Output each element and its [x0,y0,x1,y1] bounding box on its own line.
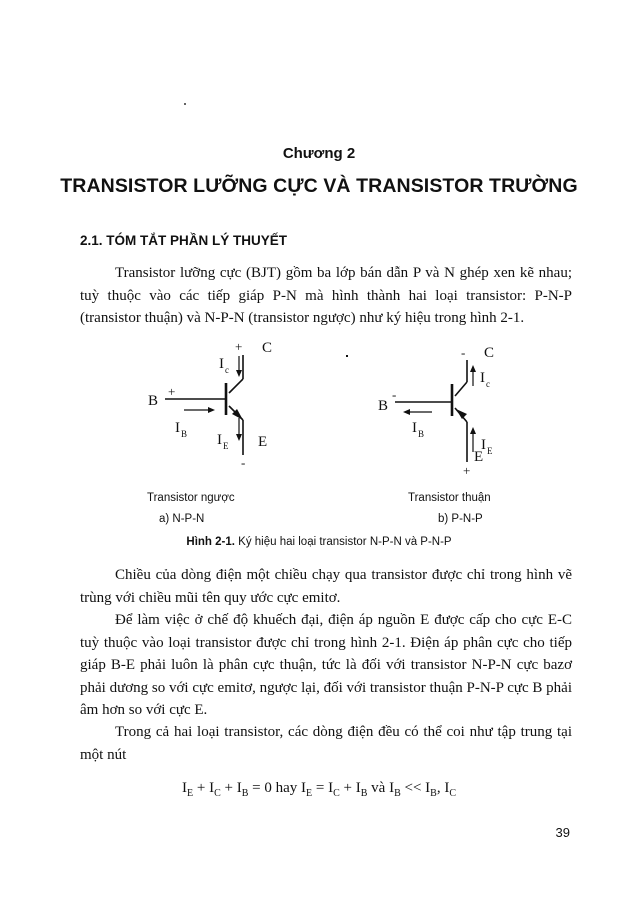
npn-base-plus: + [168,384,176,399]
pnp-ic-sub: c [486,379,490,389]
npn-caption-name: Transistor ngược [147,492,235,504]
npn-collector-label: C [262,340,273,356]
npn-emitter-minus: - [241,455,246,470]
npn-ic-label: I [219,356,224,372]
pnp-ib-sub: B [418,429,425,439]
npn-ib-label: I [175,420,180,436]
pnp-ie-label: I [481,437,486,453]
pnp-collector-diagonal [455,382,467,396]
npn-ib-arrowhead [208,407,215,413]
npn-ic-arrowhead [236,370,242,377]
npn-ie-sub: E [223,441,229,451]
section-heading: 2.1. TÓM TẮT PHẦN LÝ THUYẾT [80,233,288,248]
npn-ib-sub: B [181,429,188,439]
npn-base-label: B [148,393,159,409]
pnp-collector-label: C [484,345,495,361]
figure-caption [0,536,638,548]
npn-ie-arrowhead [236,434,242,441]
pnp-ie-sub: E [487,446,493,456]
npn-collector-diagonal [229,379,243,393]
chapter-title: TRANSISTOR LƯỠNG CỰC VÀ TRANSISTOR TRƯỜNG [60,175,578,197]
pnp-ib-arrowhead [403,409,410,415]
pnp-caption-sub: b) P-N-P [438,513,483,525]
pnp-ib-label: I [412,420,417,436]
pnp-base-label: B [378,398,389,414]
pnp-base-minus: - [392,387,397,402]
pnp-collector-minus: - [461,345,466,360]
pnp-caption-name: Transistor thuận [408,492,491,504]
paragraph-current-direction: Chiều của dòng điện một chiều chạy qua transistor được chỉ trong hình vẽ trùng với chiều mũi tên quy ước cực emitơ. [80,567,572,606]
npn-emitter-label: E [258,434,268,450]
chapter-heading: Chương 2 [282,145,356,162]
paragraph-amplifier-mode: Để làm việc ở chế độ khuếch đại, điện áp nguồn E được cấp cho cực E-C tuỳ thuộc vào loại transistor được chỉ trong hình 2-1. Điện áp phân cực cho tiếp giáp B-E phải luôn là phân cực thuận, tức là đối với transistor N-P-N cực bazơ phải dương so với cực emitơ, ngược lại, đối với transistor thuận P-N-P cực B phải âm hơn so với cực E. [80,612,572,718]
current-formula: $I_E + I_C + I_B = 0$ hay $I_E = I_C + I_B$ và $I_B << I_B$, $I_C$ [182,780,456,799]
pnp-ic-arrowhead [470,365,476,372]
paragraph-node-currents: Trong cả hai loại transistor, các dòng điện đều có thể coi như tập trung tại một nút [80,724,572,763]
pnp-emitter-plus: + [463,463,471,478]
figure-caption-label: Hình 2-1. [186,536,235,548]
npn-collector-plus: + [235,339,243,354]
pnp-emitter-label: E [474,449,484,465]
npn-caption-sub: a) N-P-N [159,513,205,525]
paragraph-intro: Transistor lưỡng cực (BJT) gồm ba lớp bán dẫn P và N ghép xen kẽ nhau; tuỳ thuộc vào các tiếp giáp P-N mà hình thành hai loại transistor: P-N-P (transistor thuận) và N-P-N (transistor ngược) như ký hiệu trong hình 2-1. [80,265,572,326]
pnp-ie-arrowhead [470,427,476,434]
pnp-ic-label: I [480,370,485,386]
pnp-emitter-arrow [456,409,467,419]
npn-ie-label: I [217,432,222,448]
figure-caption-text: Ký hiệu hai loại transistor N-P-N và P-N-P [234,536,452,548]
page-number: 39 [555,825,570,840]
npn-ic-sub: c [225,365,229,375]
speck [346,355,348,357]
